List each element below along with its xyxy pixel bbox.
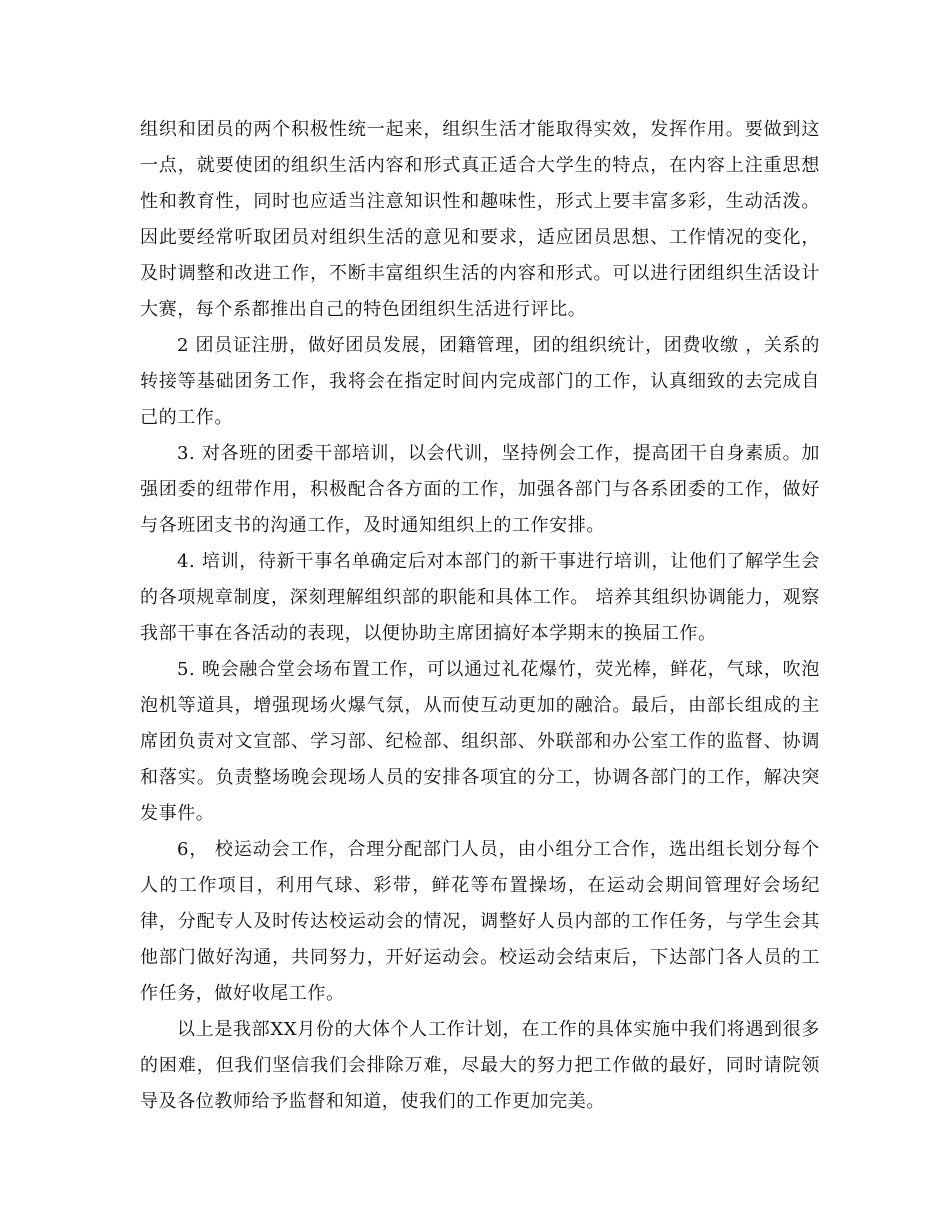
paragraph-item-3: 3. 对各班的团委干部培训，以会代训，坚持例会工作，提高团干自身素质。加强团委的纽带作用，积极配合各方面的工作，加强各部门与各系团委的工作，做好与各班团支书的沟通工作，及时通知组织上的工作安排。: [140, 443, 820, 536]
paragraph-conclusion: 以上是我部XX月份的大体个人工作计划，在工作的具体实施中我们将遇到很多的困难，但我们坚信我们会排除万难，尽最大的努力把工作做的最好，同时请院领导及各位教师给予监督和知道，使我们的工作更加完美。: [140, 1019, 820, 1112]
paragraph-item-6: 6， 校运动会工作，合理分配部门人员，由小组分工合作，选出组长划分每个人的工作项目，利用气球、彩带，鲜花等布置操场，在运动会期间管理好会场纪律，分配专人及时传达校运动会的情况，调整好人员内部的工作任务，与学生会其他部门做好沟通，共同努力，开好运动会。校运动会结束后，下达部门各人员的工作任务，做好收尾工作。: [140, 839, 820, 1004]
document-body: [140, 112, 820, 1120]
paragraph-item-4: 4. 培训，待新干事名单确定后对本部门的新干事进行培训，让他们了解学生会的各项规章制度，深刻理解组织部的职能和具体工作。 培养其组织协调能力，观察我部干事在各活动的表现，以便协助主席团搞好本学期末的换届工作。: [140, 551, 820, 644]
paragraph-continuation: 组织和团员的两个积极性统一起来，组织生活才能取得实效，发挥作用。要做到这一点，就要使团的组织生活内容和形式真正适合大学生的特点，在内容上注重思想性和教育性，同时也应适当注意知识性和趣味性，形式上要丰富多彩，生动活泼。因此要经常听取团员对组织生活的意见和要求，适应团员思想、工作情况的变化，及时调整和改进工作，不断丰富组织生活的内容和形式。可以进行团组织生活设计大赛，每个系都推出自己的特色团组织生活进行评比。: [140, 119, 820, 320]
paragraph-item-2: 2 团员证注册，做好团员发展，团籍管理，团的组织统计，团费收缴 ，关系的转接等基础团务工作，我将会在指定时间内完成部门的工作，认真细致的去完成自己的工作。: [140, 335, 820, 428]
paragraph-item-5: 5. 晚会融合堂会场布置工作，可以通过礼花爆竹，荧光棒，鲜花，气球，吹泡泡机等道具，增强现场火爆气氛，从而使互动更加的融洽。最后，由部长组成的主席团负责对文宣部、学习部、纪检部、组织部、外联部和办公室工作的监督、协调和落实。负责整场晚会现场人员的安排各项宜的分工，协调各部门的工作，解决突发事件。: [140, 659, 820, 824]
